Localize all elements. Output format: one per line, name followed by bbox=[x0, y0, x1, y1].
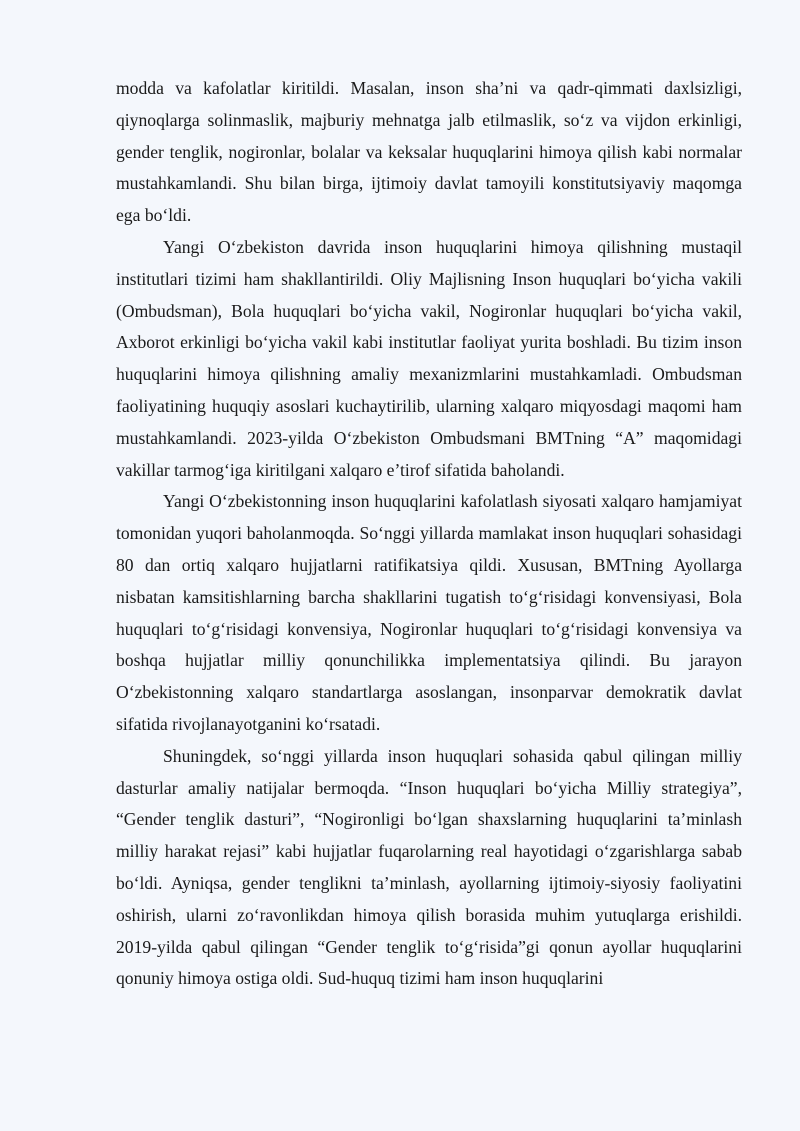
paragraph-4: Shuningdek, so‘nggi yillarda inson huquqlari sohasida qabul qilingan milliy dasturlar amaliy natijalar bermoqda. “Inson huquqlari bo‘yicha Milliy strategiya”, “Gender tenglik dasturi”, “Nogironligi bo‘lgan shaxslarning huquqlarini ta’minlash milliy harakat rejasi” kabi hujjatlar fuqarolarning real hayotidagi o‘zgarishlarga sabab bo‘ldi. Ayniqsa, gender tenglikni ta’minlash, ayollarning ijtimoiy-siyosiy faoliyatini oshirish, ularni zo‘ravonlikdan himoya qilish borasida muhim yutuqlarga erishildi. 2019-yilda qabul qilingan “Gender tenglik to‘g‘risida”gi qonun ayollar huquqlarini qonuniy himoya ostiga oldi. Sud-huquq tizimi ham inson huquqlarini bbox=[116, 745, 742, 989]
document-body bbox=[116, 73, 742, 995]
paragraph-3: Yangi O‘zbekistonning inson huquqlarini kafolatlash siyosati xalqaro hamjamiyat tomonidan yuqori baholanmoqda. So‘nggi yillarda mamlakat inson huquqlari sohasidagi 80 dan ortiq xalqaro hujjatlarni ratifikatsiya qildi. Xususan, BMTning Ayollarga nisbatan kamsitishlarning barcha shakllarini tugatish to‘g‘risidagi konvensiyasi, Bola huquqlari to‘g‘risidagi konvensiya, Nogironlar huquqlari to‘g‘risidagi konvensiya va boshqa hujjatlar milliy qonunchilikka implementatsiya qilindi. Bu jarayon O‘zbekistonning xalqaro standartlarga asoslangan, insonparvar demokratik davlat sifatida rivojlanayotganini ko‘rsatadi. bbox=[116, 491, 742, 734]
paragraph-2: Yangi O‘zbekiston davrida inson huquqlarini himoya qilishning mustaqil institutlari tizimi ham shakllantirildi. Oliy Majlisning Inson huquqlari bo‘yicha vakili (Ombudsman), Bola huquqlari bo‘yicha vakil, Nogironlar huquqlari bo‘yicha vakil, Axborot erkinligi bo‘yicha vakil kabi institutlar faoliyat yurita boshladi. Bu tizim inson huquqlarini himoya qilishning amaliy mexanizmlarini mustahkamladi. Ombudsman faoliyatining huquqiy asoslari kuchaytirilib, ularning xalqaro miqyosdagi maqomi ham mustahkamlandi. 2023-yilda O‘zbekiston Ombudsmani BMTning “A” maqomidagi vakillar tarmog‘iga kiritilgani xalqaro e’tirof sifatida baholandi. bbox=[116, 236, 742, 480]
paragraph-1: modda va kafolatlar kiritildi. Masalan, inson sha’ni va qadr-qimmati daxlsizligi, qiynoqlarga solinmaslik, majburiy mehnatga jalb etilmaslik, so‘z va vijdon erkinligi, gender tenglik, nogironlar, bolalar va keksalar huquqlarini himoya qilish kabi normalar mustahkamlandi. Shu bilan birga, ijtimoiy davlat tamoyili konstitutsiyaviy maqomga ega bo‘ldi. bbox=[116, 78, 742, 226]
